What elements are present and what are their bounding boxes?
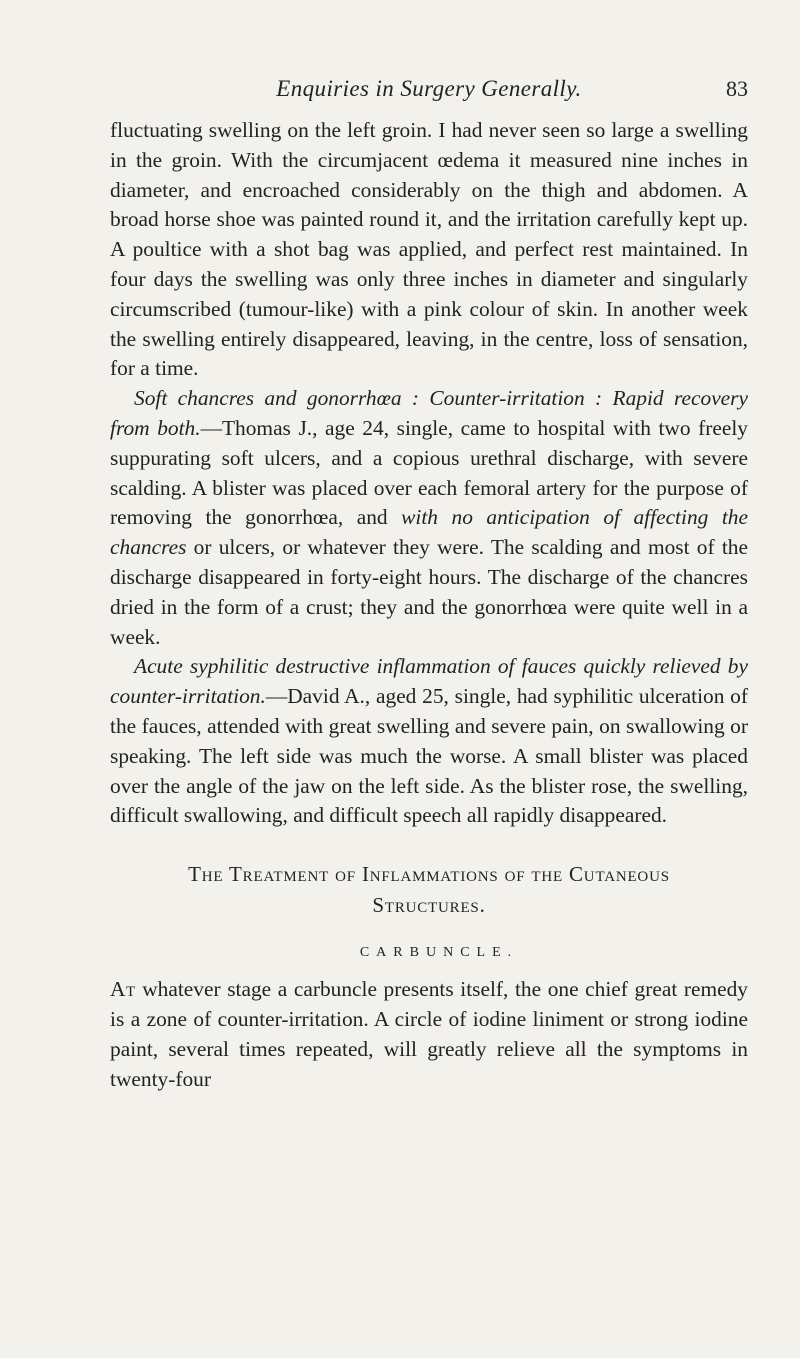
running-title: Enquiries in Surgery Generally. [276, 76, 582, 101]
paragraph-lead-word: At [110, 977, 136, 1002]
paragraph-soft-chancres [110, 384, 748, 652]
section-heading [110, 859, 748, 921]
subheading-carbuncle: CARBUNCLE. [359, 945, 519, 961]
case-title-syphilitic-fauces: Acute syphilitic destructive inflammation of fauces quickly relieved by counter-irritation. [110, 654, 748, 709]
page-number: 83 [726, 76, 748, 101]
paragraph-groin-swelling: fluctuating swelling on the left groin. I had never seen so large a swelling in the groin. With the circumjacent œdema it measured nine inches in diameter, and encroached considerably on the thigh and abdomen. A broad horse shoe was painted round it, and the irritation carefully kept up. A poultice with a shot bag was applied, and perfect rest maintained. In four days the swelling was only three inches in diameter and singularly circumscribed (tumour-like) with a pink colour of skin. In another week the swelling entirely disappeared, leaving, in the centre, loss of sensation, for a time. [110, 118, 748, 381]
body-text [110, 116, 748, 1094]
case-emphasis-soft-chancres: with no anticipation of affecting the chancres [110, 505, 748, 560]
paragraph-carbuncle-text: whatever stage a carbuncle presents itself, the one chief great remedy is a zone of counter-irritation. A circle of iodine liniment or strong iodine paint, several times repeated, will greatly relieve all the symptoms in twenty-four [110, 977, 748, 1091]
case-text-soft-chancres-b: or ulcers, or whatever they were. The scalding and most of the discharge disappeared in forty-eight hours. The discharge of the chancres dried in the form of a crust; they and the gonorrhœa were quite well in a week. [110, 535, 748, 649]
case-text-syphilitic-fauces: —David A., aged 25, single, had syphilitic ulceration of the fauces, attended with great swelling and severe pain, on swallowing or speaking. The left side was much the worse. A small blister was placed over the angle of the jaw on the left side. As the blister rose, the swelling, difficult swallowing, and difficult speech all rapidly disappeared. [110, 684, 748, 828]
case-text-soft-chancres-a: —Thomas J., age 24, single, came to hospital with two freely suppurating soft ulcers, and a copious urethral discharge, with severe scalding. A blister was placed over each femoral artery for the purpose of removing the gonorrhœa, and [110, 415, 748, 530]
paragraph-carbuncle [110, 975, 748, 1094]
case-title-soft-chancres: Soft chancres and gonorrhœa : Counter-irritation : Rapid recovery from both. [110, 386, 748, 440]
section-heading-line1: The Treatment of Inflammations of the Cutaneous [188, 862, 670, 887]
paragraph-syphilitic-fauces [110, 652, 748, 831]
section-heading-line2: Structures. [372, 893, 486, 918]
running-head [110, 76, 748, 106]
